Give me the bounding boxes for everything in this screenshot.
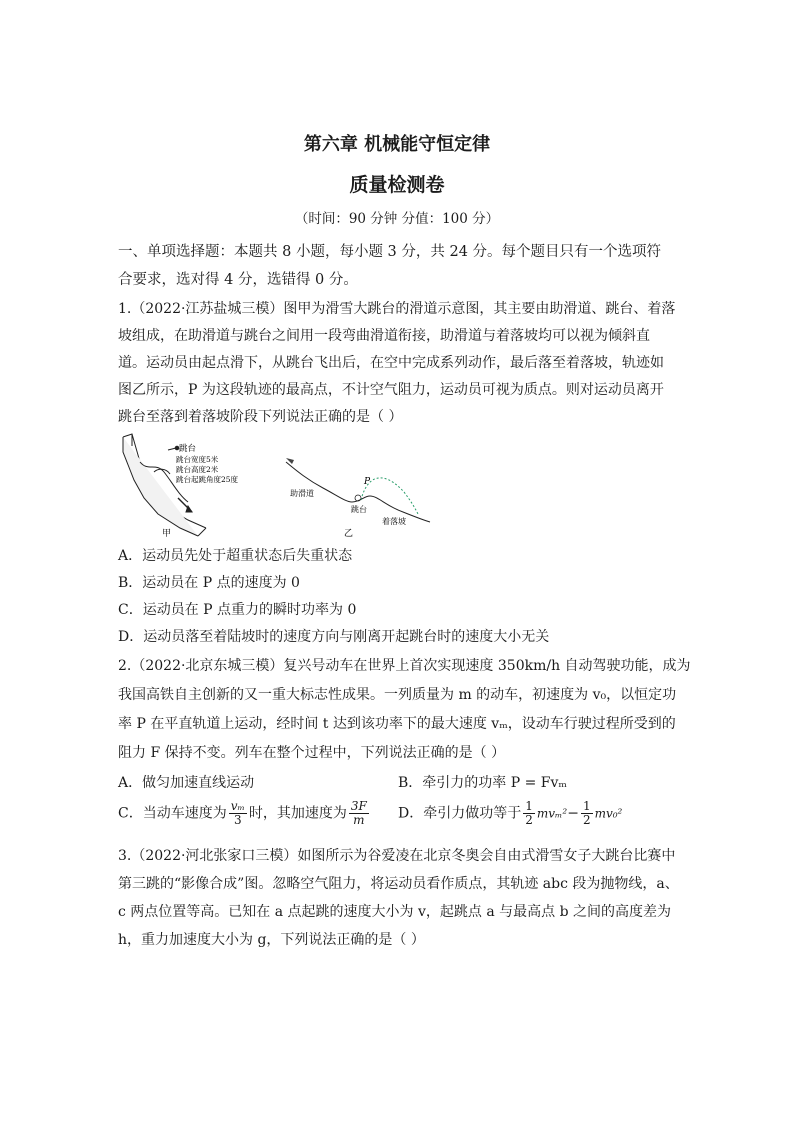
q2-option-d [398,800,622,827]
yi-label-zhuoluopo: 着落坡 [382,517,406,526]
q2-option-c-middle: 时，其加速度为 [248,805,347,822]
exam-title: 质量检测卷 [349,174,445,196]
q2-option-c [118,800,371,827]
q2-option-d-term2: mv₀² [594,806,623,821]
q2-option-d-prefix: D．牵引力做功等于 [398,805,522,822]
q2-option-d-half-fraction-2 [581,800,593,827]
fraction-denominator: 2 [582,813,591,827]
q2-option-c-speed-fraction [229,800,247,827]
jia-label-width: 跳台宽度5米 [176,455,219,464]
chapter-title: 第六章 机械能守恒定律 [303,134,491,155]
q1-option-c: C．运动员在 P 点重力的瞬时功率为 0 [118,602,357,618]
q1-option-b: B．运动员在 P 点的速度为 0 [118,575,300,591]
fraction-denominator: 3 [233,813,242,827]
section-heading-line2: 合要求，选对得 4 分，选错得 0 分。 [118,272,358,288]
fraction-numerator: 1 [582,799,591,813]
q1-option-d: D．运动员落至着陆坡时的速度方向与刚离开起跳台时的速度大小无关 [118,629,550,645]
yi-label-zhuhuadao: 助滑道 [290,489,314,498]
jia-label-angle: 跳台起跳角度25度 [176,475,239,484]
q2-line: 2.（2022·北京东城三模）复兴号动车在世界上首次实现速度 350km/h 自动驾驶功能，成为 [118,658,691,674]
q3-line: 第三跳的“影像合成”图。忽略空气阻力，将运动员看作质点，其轨迹 abc 段为抛物线，a、 [118,876,679,892]
q2-option-c-prefix: C．当动车速度为 [118,805,227,822]
q1-line: 图乙所示，P 为这段轨迹的最高点，不计空气阻力，运动员可视为质点。则对运动员离开 [118,382,664,398]
q2-line: 我国高铁自主创新的又一重大标志性成果。一列质量为 m 的动车，初速度为 v₀，以恒定功 [118,687,677,703]
q2-option-b: B．牵引力的功率 P = Fvₘ [398,775,567,791]
fraction-numerator: 3F [350,799,367,813]
q2-option-d-minus: − [567,805,579,822]
yi-label-tiaotai: 跳台 [351,505,367,514]
yi-caption: 乙 [344,529,354,539]
q2-line: 阻力 F 保持不变。列车在整个过程中，下列说法正确的是（ ） [118,745,506,761]
jia-label-tiaotai: 跳台 [179,444,197,454]
jia-caption: 甲 [162,529,172,539]
jia-label-height: 跳台高度2米 [176,465,219,474]
q2-option-c-accel-fraction [349,800,369,827]
q3-line: c 两点位置等高。已知在 a 点起跳的速度大小为 v，起跳点 a 与最高点 b 之间的高度差为 [118,904,672,920]
fraction-denominator: 2 [525,813,533,827]
q3-line: 3.（2022·河北张家口三模）如图所示为谷爱凌在北京冬奥会自由式滑雪女子大跳台比赛中 [118,848,676,864]
fraction-denominator: m [353,813,365,827]
q2-line: 率 P 在平直轨道上运动，经时间 t 达到该功率下的最大速度 vₘ，设动车行驶过程所受到的 [118,716,676,732]
q2-option-d-term1: mvₘ² [536,806,568,821]
q2-option-d-half-fraction [523,800,535,827]
yi-label-p: P [364,477,371,487]
q1-option-a: A．运动员先处于超重状态后失重状态 [118,548,353,564]
q3-line: h，重力加速度大小为 g，下列说法正确的是（ ） [118,932,425,948]
fraction-numerator: vₘ [230,799,245,813]
q1-line: 道。运动员由起点滑下，从跳台飞出后，在空中完成系列动作，最后落至着落坡，轨迹如 [118,355,664,371]
section-heading-line1: 一、单项选择题：本题共 8 小题，每小题 3 分，共 24 分。每个题目只有一个选项符 [118,244,662,260]
q1-line: 坡组成，在助滑道与跳台之间用一段弯曲滑道衔接，助滑道与着落坡均可以视为倾斜直 [118,328,650,344]
q1-line: 1.（2022·江苏盐城三模）图甲为滑雪大跳台的滑道示意图，其主要由助滑道、跳台、着落 [118,301,676,317]
q2-option-a: A．做匀加速直线运动 [118,775,255,791]
q1-figure [118,432,448,542]
q1-line: 跳台至落到着落坡阶段下列说法正确的是（ ） [118,409,403,425]
fraction-numerator: 1 [525,799,533,813]
exam-meta: （时间：90 分钟 分值：100 分） [294,211,500,227]
